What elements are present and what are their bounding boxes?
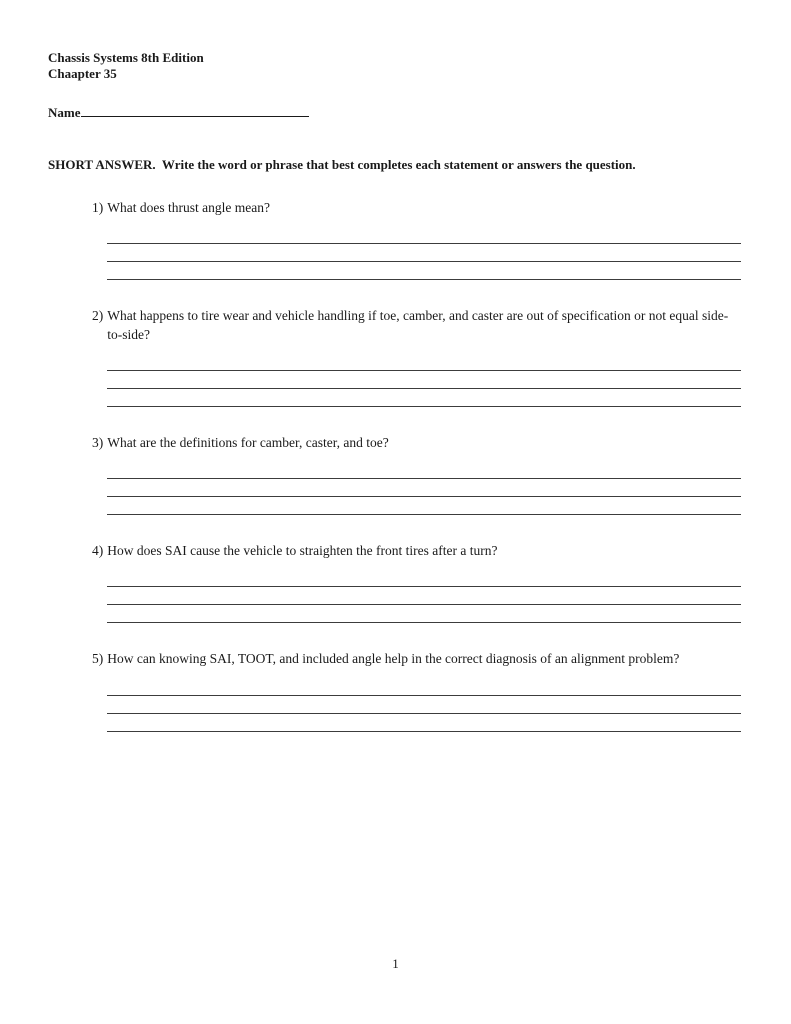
instructions-text: SHORT ANSWER. Write the word or phrase that best completes each statement or answers the question. — [48, 157, 636, 173]
header-title: Chassis Systems 8th Edition — [48, 50, 204, 65]
question-text: What are the definitions for camber, caster, and toe? — [107, 434, 389, 450]
answer-lines — [107, 461, 741, 515]
answer-line — [107, 714, 741, 732]
answer-line — [107, 353, 741, 371]
question-block — [92, 199, 741, 280]
question-text: How does SAI cause the vehicle to straighten the front tires after a turn? — [107, 543, 498, 559]
document-header — [48, 50, 741, 81]
question-block — [92, 307, 741, 406]
question-text: What does thrust angle mean? — [107, 200, 270, 216]
question-row — [92, 199, 741, 217]
name-row — [48, 103, 741, 121]
header-chapter: Chaapter 35 — [48, 65, 117, 81]
answer-line — [107, 226, 741, 244]
question-row — [92, 650, 741, 668]
question-block — [92, 650, 741, 731]
answer-line — [107, 497, 741, 515]
answer-line — [107, 569, 741, 587]
answer-line — [107, 587, 741, 605]
answer-line — [107, 244, 741, 262]
answer-line — [107, 371, 741, 389]
answer-line — [107, 678, 741, 696]
question-number: 4) — [92, 543, 104, 559]
questions-section — [48, 199, 741, 731]
answer-line — [107, 389, 741, 407]
answer-line — [107, 461, 741, 479]
question-text: How can knowing SAI, TOOT, and included angle help in the correct diagnosis of an alignment problem? — [107, 651, 680, 667]
question-number: 2) — [92, 308, 104, 324]
question-row — [92, 434, 741, 452]
answer-lines — [107, 353, 741, 407]
question-row — [92, 542, 741, 560]
page-number: 1 — [392, 956, 399, 971]
answer-line — [107, 605, 741, 623]
answer-lines — [107, 678, 741, 732]
question-block — [92, 434, 741, 515]
answer-lines — [107, 569, 741, 623]
question-text: What happens to tire wear and vehicle handling if toe, camber, and caster are out of specification or not equal side-to-side? — [107, 308, 729, 342]
answer-line — [107, 479, 741, 497]
question-number: 3) — [92, 434, 104, 450]
question-row — [92, 307, 741, 343]
name-label: Name — [48, 105, 81, 121]
answer-lines — [107, 226, 741, 280]
answer-line — [107, 262, 741, 280]
name-blank-line — [81, 103, 309, 117]
question-block — [92, 542, 741, 623]
question-number: 1) — [92, 200, 104, 216]
question-number: 5) — [92, 651, 104, 667]
answer-line — [107, 696, 741, 714]
